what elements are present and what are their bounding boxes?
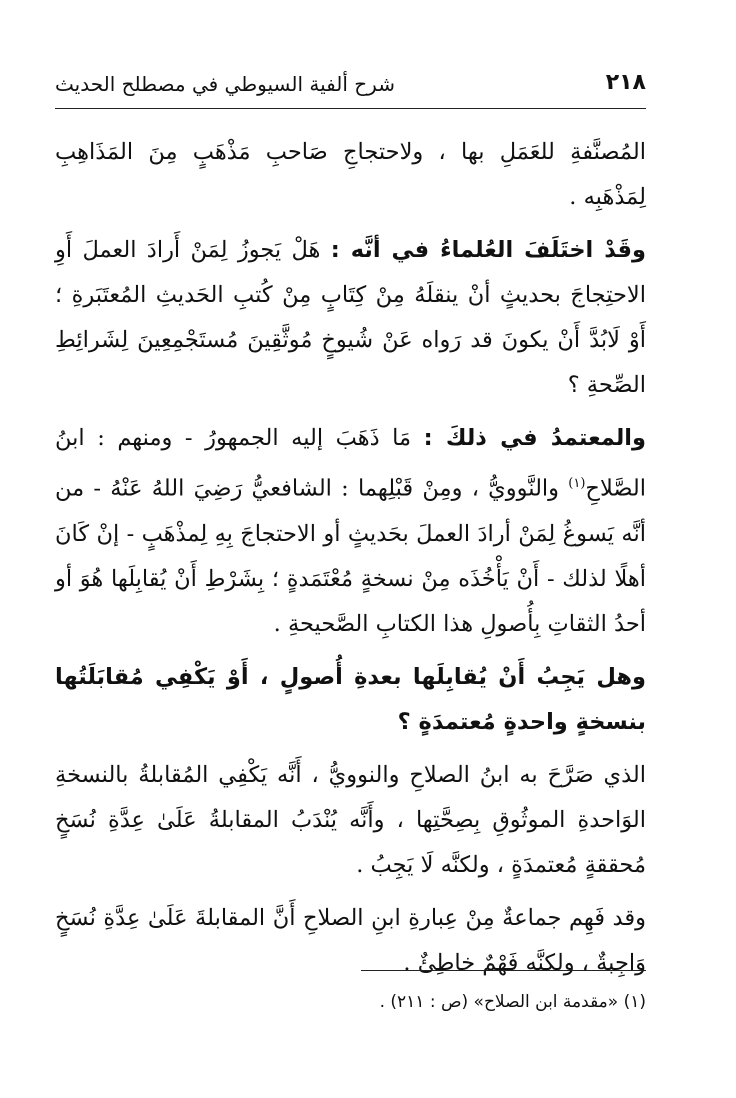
paragraph-2 [55,228,646,408]
paragraph-3-text-a: مَا ذَهَبَ إليه الجمهورُ - ومنهم : ابنُ الصَّلاحِ [55,425,646,502]
paragraph-3-text-b: والنَّوويُّ ، ومِنْ قَبْلِهما : الشافعيُّ رَضِيَ اللهُ عَنْهُ - من أنَّه يَسوغُ لِمَنْ أرادَ العملَ بحَديثٍ أو الاحتجاجَ بِهِ لِمذْهَبٍ - إنْ كَانَ أهلًا لذلك - أَنْ يَأْخُذَه مِنْ نسخةٍ مُعْتَمَدةٍ ؛ بِشَرْطِ أَنْ يُقابِلَها هُوَ أو أحدُ الثقاتِ بِأُصولِ هذا الكتابِ الصَّحيحةِ . [55,475,646,637]
page-body [55,130,646,994]
page-number: ٢١٨ [605,70,646,95]
paragraph-3 [55,416,646,647]
paragraph-2-text: هَلْ يَجوزُ لِمَنْ أَرادَ العملَ أَوِ الاحتِجاجَ بحديثٍ أنْ ينقلَهُ مِنْ كِتَابٍ مِنْ كُتبِ الحَديثِ المُعتَبَرةِ ؛ أَوْ لَابُدَّ أَنْ يكونَ قد رَواه عَنْ شُيوخٍ مُوثَّقِينَ مُستَجْمِعِينَ لِشَرائِطِ الصِّحةِ ؟ [55,237,646,398]
footnote: (١) «مقدمة ابن الصلاح» (ص : ٢١١) . [379,992,646,1012]
paragraph-1 [55,130,646,220]
section-question-heading: وهل يَجِبُ أَنْ يُقابِلَها بعدةِ أُصولٍ ، أَوْ يَكْفِي مُقابَلَتُها بنسخةٍ واحدةٍ مُعتمدَةٍ ؟ [55,663,646,735]
footnote-divider [361,970,646,971]
running-title: شرح ألفية السيوطي في مصطلح الحديث [55,72,395,96]
paragraph-3-lead: والمعتمدُ في ذلكَ : [423,425,646,451]
footnote-marker: (١) [568,476,586,491]
paragraph-4 [55,753,646,888]
paragraph-2-lead: وقَدْ اختَلَفَ العُلماءُ في أنَّه : [330,237,646,263]
page-header [55,68,646,109]
paragraph-5-text: وقد فَهِم جماعةٌ مِنْ عِبارةِ ابنِ الصلاحِ أَنَّ المقابلةَ عَلَىٰ عِدَّةِ نُسَخٍ وَاجِبةٌ ، ولكنَّه فَهْمٌ خاطِئٌ . [55,904,646,976]
paragraph-1-text: المُصنَّفةِ للعَمَلِ بها ، ولاحتجاجِ صَاحبِ مَذْهَبٍ مِنَ المَذَاهِبِ لِمَذْهَبِه . [55,139,646,210]
paragraph-4-text: الذي صَرَّحَ به ابنُ الصلاحِ والنوويُّ ، أَنَّه يَكْفِي المُقابلةُ بالنسخةِ الوَاحدةِ الموثُوقِ بِصِحَّتِها ، وأَنَّه يُنْدَبُ المقابلةُ عَلَىٰ عِدَّةِ نُسَخٍ مُحققةٍ مُعتمدَةٍ ، ولكنَّه لَا يَجِبُ . [55,761,646,878]
paragraph-5 [55,896,646,986]
